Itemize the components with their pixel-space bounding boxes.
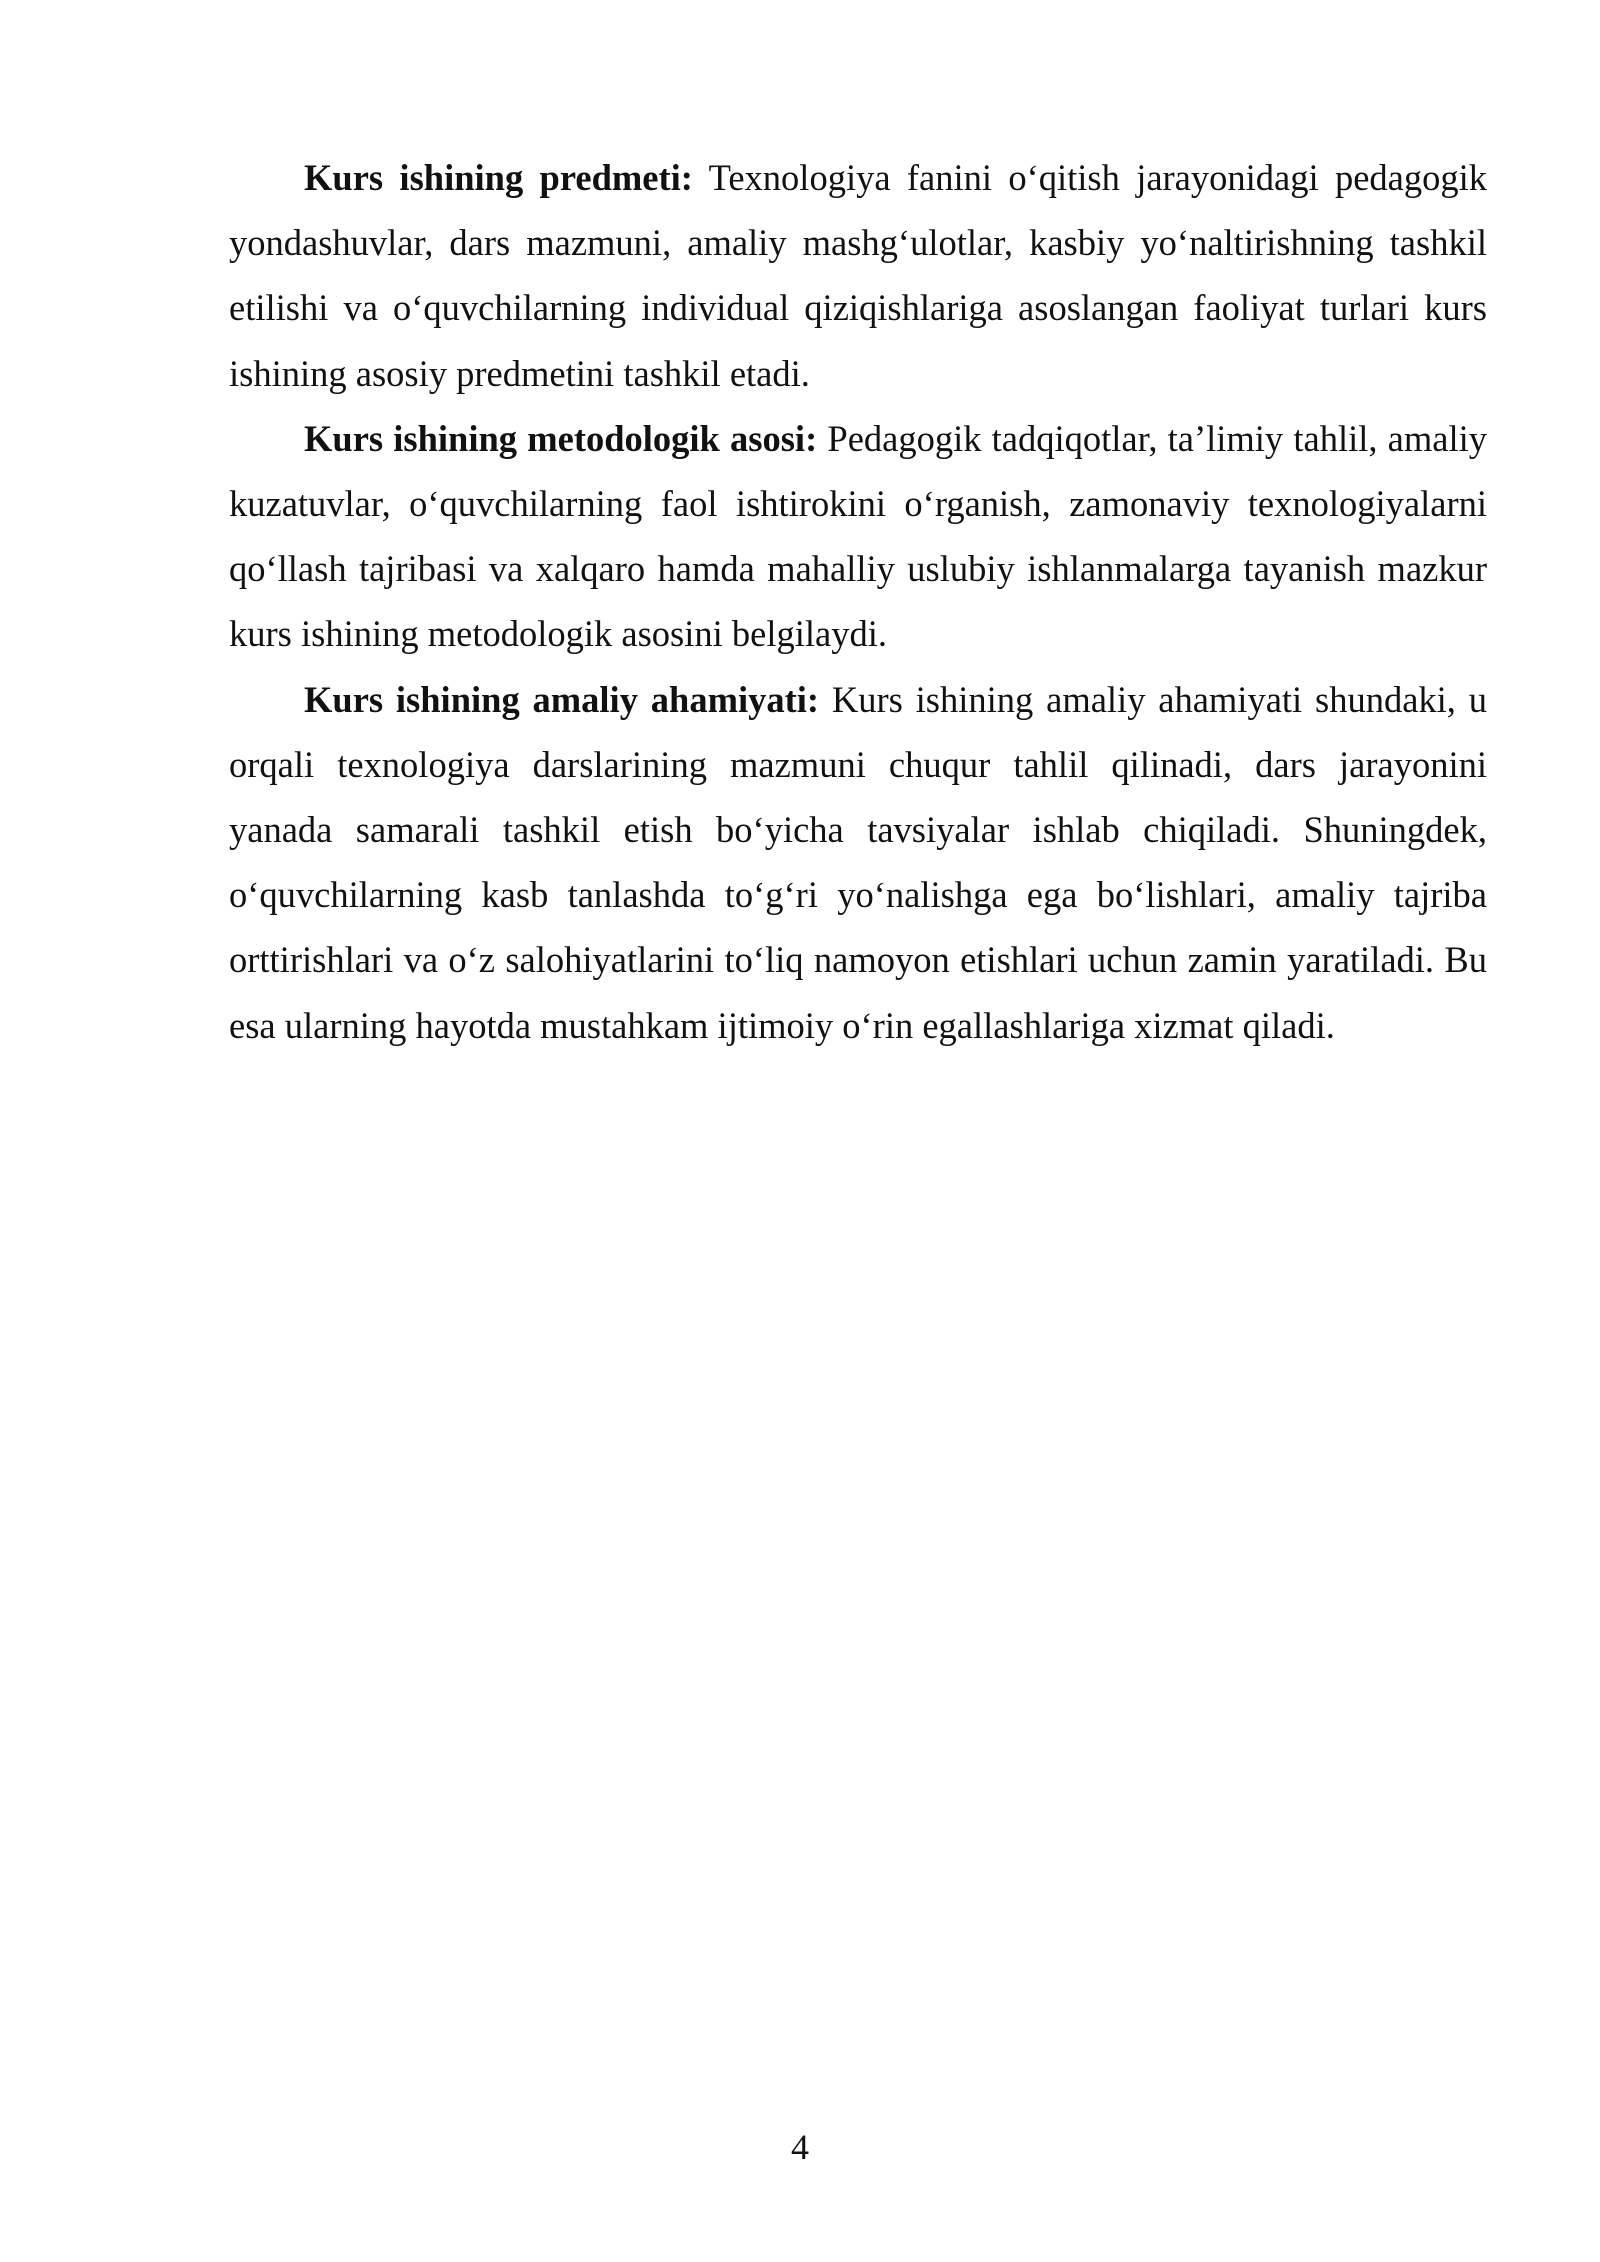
paragraph-text: Pedagogik tadqiqotlar, ta’limiy tahlil, amaliy kuzatuvlar, o‘quvchilarning faol ishtirokini o‘rganish, zamonaviy texnologiyalarni qo‘llash tajribasi va xalqaro hamda mahalliy uslubiy ishlanmalarga tayanish mazkur kurs ishining metodologik asosini belgilaydi.: [229, 417, 1487, 655]
page-number: 4: [791, 2127, 809, 2167]
paragraph-heading: Kurs ishining metodologik asosi:: [304, 417, 818, 459]
paragraph-methodology: [229, 406, 1487, 667]
paragraph-heading: Kurs ishining predmeti:: [304, 157, 693, 198]
paragraph-text: Texnologiya fanini o‘qitish jarayonidagi pedagogik yondashuvlar, dars mazmuni, amaliy mashg‘ulotlar, kasbiy yo‘naltirishning tashkil etilishi va o‘quvchilarning individual qiziqishlariga asoslangan faoliyat turlari kurs ishining asosiy predmetini tashkil etadi.: [229, 157, 1487, 394]
body-text: [229, 145, 1487, 1058]
paragraph-subject: [229, 145, 1487, 406]
paragraph-practical-significance: [229, 667, 1487, 1058]
paragraph-heading: Kurs ishining amaliy ahamiyati:: [304, 678, 820, 720]
paragraph-text: Kurs ishining amaliy ahamiyati shundaki, u orqali texnologiya darslarining mazmuni chuqur tahlil qilinadi, dars jarayonini yanada samarali tashkil etish bo‘yicha tavsiyalar ishlab chiqiladi. Shuningdek, o‘quvchilarning kasb tanlashda to‘g‘ri yo‘nalishga ega bo‘lishlari, amaliy tajriba orttirishlari va o‘z salohiyatlarini to‘liq namoyon etishlari uchun zamin yaratiladi. Bu esa ularning hayotda mustahkam ijtimoiy o‘rin egallashlariga xizmat qiladi.: [229, 678, 1487, 1046]
